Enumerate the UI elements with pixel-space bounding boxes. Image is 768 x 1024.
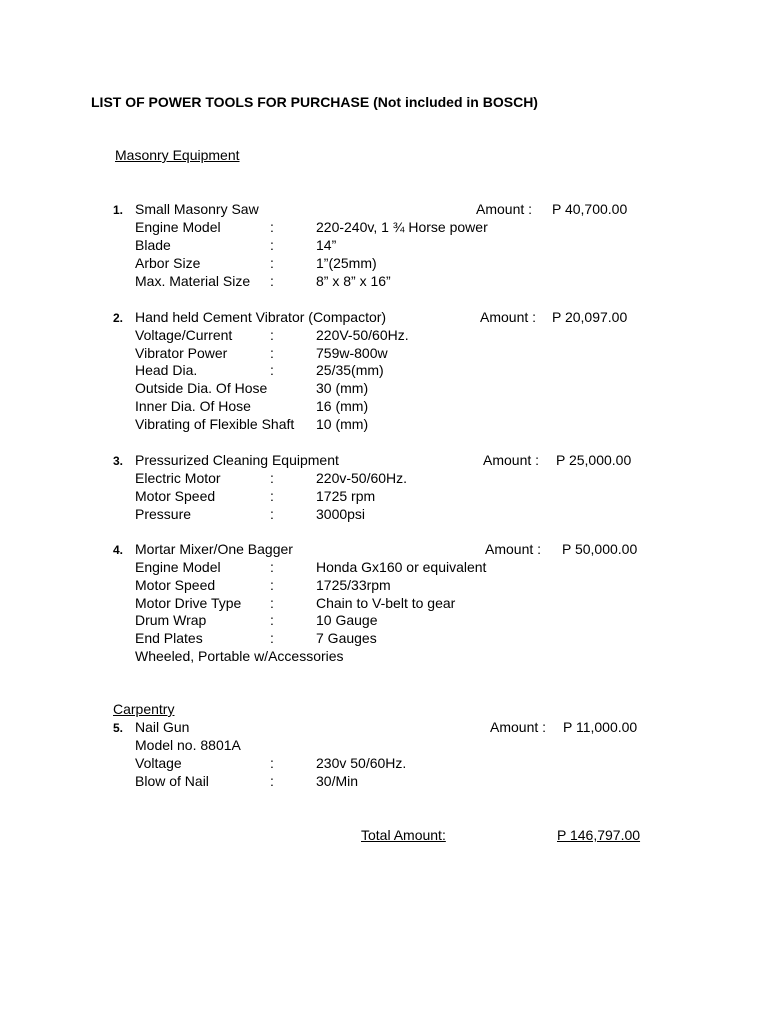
spec-label: Vibrator Power — [135, 345, 228, 361]
spec-colon: : — [270, 577, 274, 593]
spec-colon: : — [270, 327, 274, 343]
spec-label: Motor Speed — [135, 488, 216, 504]
spec-colon: : — [270, 773, 274, 789]
spec-value: 16 (mm) — [316, 398, 369, 414]
item-name: Pressurized Cleaning Equipment — [135, 452, 339, 468]
amount-value: P 11,000.00 — [563, 719, 638, 735]
amount-label: Amount : — [476, 201, 533, 217]
item-number: 5. — [113, 721, 124, 735]
spec-value: 10 (mm) — [316, 416, 369, 432]
spec-label: Voltage/Current — [135, 327, 233, 343]
item-number: 4. — [113, 543, 124, 557]
spec-colon: : — [270, 559, 274, 575]
spec-value: 230v 50/60Hz. — [316, 755, 407, 771]
spec-colon: : — [270, 506, 274, 522]
spec-label: Pressure — [135, 506, 192, 522]
item-name: Hand held Cement Vibrator (Compactor) — [135, 309, 387, 325]
item-name: Small Masonry Saw — [135, 201, 259, 217]
amount-value: P 25,000.00 — [556, 452, 632, 468]
item-model-line: Model no. 8801A — [135, 737, 241, 753]
spec-value: 759w-800w — [316, 345, 388, 361]
amount-value: P 20,097.00 — [552, 309, 628, 325]
spec-label: Engine Model — [135, 219, 221, 235]
spec-colon: : — [270, 273, 274, 289]
spec-label: End Plates — [135, 630, 203, 646]
spec-value: 7 Gauges — [316, 630, 377, 646]
spec-label: Engine Model — [135, 559, 221, 575]
spec-label: Max. Material Size — [135, 273, 251, 289]
spec-colon: : — [270, 345, 274, 361]
spec-colon: : — [270, 237, 274, 253]
spec-label: Vibrating of Flexible Shaft — [135, 416, 295, 432]
spec-colon: : — [270, 630, 274, 646]
spec-value: 30 (mm) — [316, 380, 369, 396]
amount-value: P 40,700.00 — [552, 201, 628, 217]
spec-label: Electric Motor — [135, 470, 221, 486]
spec-colon: : — [270, 255, 274, 271]
spec-label: Motor Speed — [135, 577, 216, 593]
spec-label: Voltage — [135, 755, 182, 771]
spec-label: Head Dia. — [135, 362, 198, 378]
item-number: 3. — [113, 454, 124, 468]
amount-label: Amount : — [483, 452, 540, 468]
item-name: Mortar Mixer/One Bagger — [135, 541, 293, 557]
spec-label: Drum Wrap — [135, 612, 207, 628]
spec-colon: : — [270, 595, 274, 611]
spec-label: Blow of Nail — [135, 773, 209, 789]
spec-label: Motor Drive Type — [135, 595, 242, 611]
total-value: P 146,797.00 — [557, 827, 641, 843]
spec-value: 1725/33rpm — [316, 577, 391, 593]
section-heading-masonry: Masonry Equipment — [115, 147, 240, 163]
spec-colon: : — [270, 612, 274, 628]
spec-colon: : — [270, 488, 274, 504]
spec-value: 220-240v, 1 ¾ Horse power — [316, 219, 488, 235]
spec-value: Chain to V-belt to gear — [316, 595, 456, 611]
amount-label: Amount : — [490, 719, 547, 735]
spec-value: 8” x 8” x 16” — [316, 273, 391, 289]
item-name: Nail Gun — [135, 719, 190, 735]
amount-label: Amount : — [480, 309, 537, 325]
spec-label: Blade — [135, 237, 171, 253]
spec-label: Outside Dia. Of Hose — [135, 380, 268, 396]
spec-value: 220v-50/60Hz. — [316, 470, 408, 486]
spec-label: Inner Dia. Of Hose — [135, 398, 251, 414]
spec-label: Arbor Size — [135, 255, 201, 271]
spec-colon: : — [270, 755, 274, 771]
section-heading-carpentry: Carpentry — [113, 701, 175, 717]
spec-value: 1”(25mm) — [316, 255, 377, 271]
spec-colon: : — [270, 470, 274, 486]
item-note: Wheeled, Portable w/Accessories — [135, 648, 344, 664]
spec-value: 25/35(mm) — [316, 362, 384, 378]
document-title: LIST OF POWER TOOLS FOR PURCHASE (Not included in BOSCH) — [91, 94, 538, 110]
amount-value: P 50,000.00 — [562, 541, 638, 557]
spec-value: 3000psi — [316, 506, 366, 522]
spec-value: 14” — [316, 237, 337, 253]
spec-colon: : — [270, 362, 274, 378]
spec-value: 220V-50/60Hz. — [316, 327, 409, 343]
spec-value: 1725 rpm — [316, 488, 376, 504]
spec-value: 30/Min — [316, 773, 359, 789]
spec-value: Honda Gx160 or equivalent — [316, 559, 487, 575]
item-number: 2. — [113, 311, 124, 325]
item-number: 1. — [113, 203, 124, 217]
spec-value: 10 Gauge — [316, 612, 378, 628]
total-label: Total Amount: — [361, 827, 446, 843]
amount-label: Amount : — [485, 541, 542, 557]
spec-colon: : — [270, 219, 274, 235]
